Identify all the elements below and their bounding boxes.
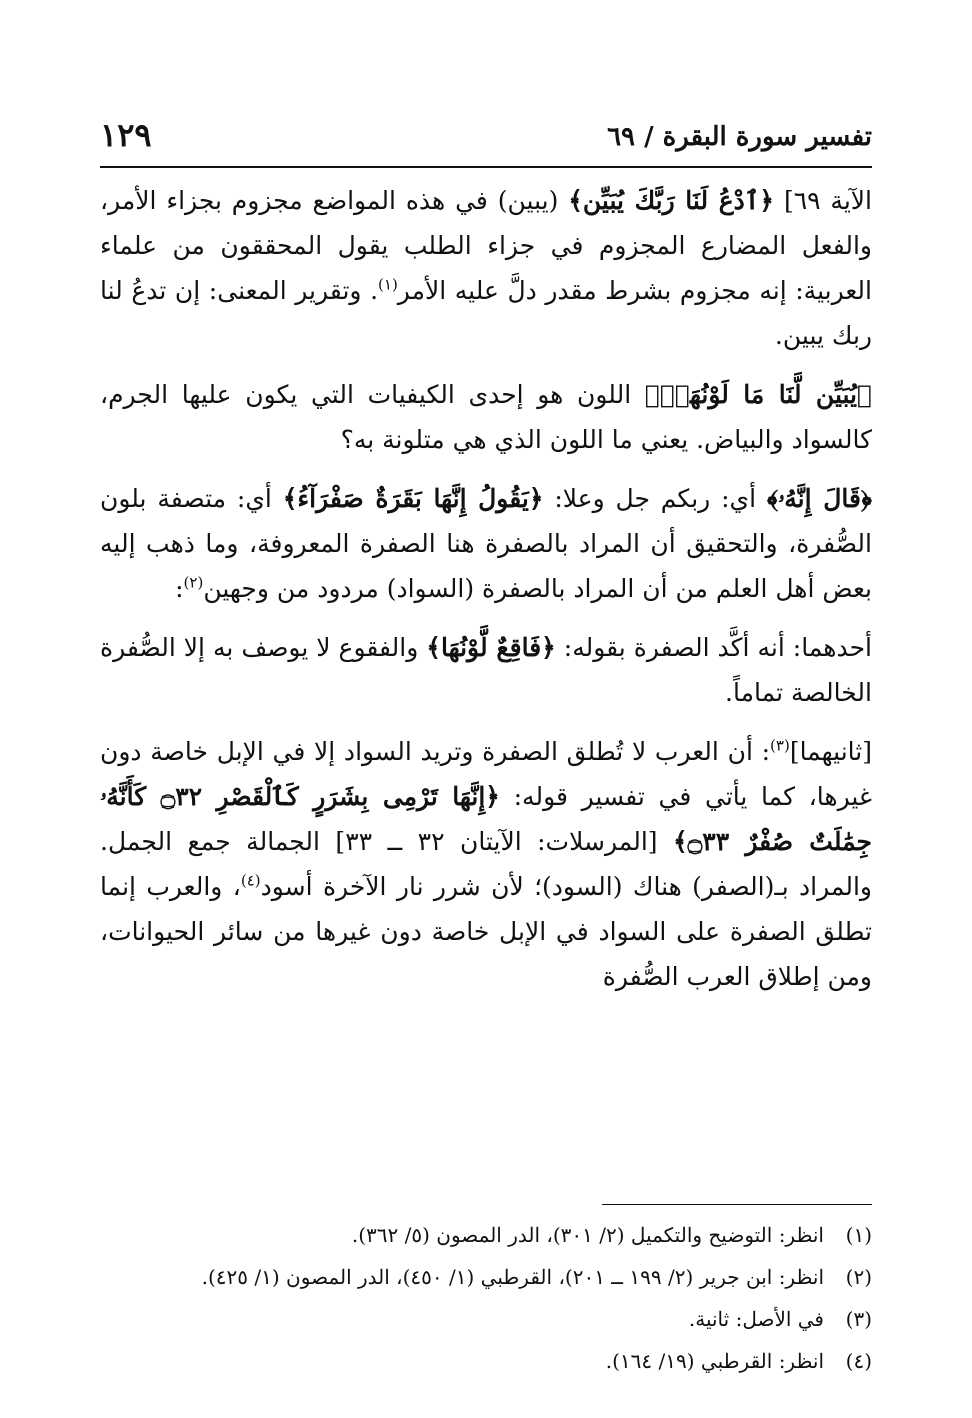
page-header [100, 112, 872, 162]
quran-quote: ﴿إِنَّهَا تَرْمِى بِشَرَرٍ كَٱلْقَصْرِ ۝٣٢ كَأَنَّهُۥ جِمَٰلَتٌ صُفْرٌ ۝٣٣﴾ [100, 782, 873, 856]
footnote-number: (٢) [845, 1265, 872, 1289]
paragraph-text: (يبين) في هذه المواضع مجزوم بجزاء الأمر، والفعل المضارع المجزوم في جزاء الطلب يقول المحققون من علماء العربية: إنه مجزوم بشرط مقدر دلَّ عليه الأمر [100, 186, 872, 305]
paragraph-2 [100, 372, 872, 462]
footnote-ref[interactable]: (٢) [183, 573, 204, 592]
paragraph-text: أي: ربكم جل وعلا: [554, 484, 757, 513]
paragraph-text: أي: متصفة بلون الصُّفرة، والتحقيق أن المراد بالصفرة هنا الصفرة المعروفة، وما ذهب إليه بعض أهل العلم من أن المراد بالصفرة (السواد) مردود من وجهين [100, 484, 872, 603]
footnote-text: انظر: ابن جرير (٢/ ١٩٩ ــ ٢٠١)، القرطبي (١/ ٤٥٠)، الدر المصون (١/ ٤٢٥). [201, 1265, 824, 1289]
footnote [100, 1340, 872, 1382]
paragraph-5 [100, 729, 872, 999]
paragraph-text: أحدهما: أنه أكَّد الصفرة بقوله: [563, 633, 872, 662]
quran-quote: ﴿يُبَيِّن لَّنَا مَا لَوْنُهَاۚ﴾ [644, 380, 872, 409]
quran-quote: ﴿ٱدْعُ لَنَا رَبَّكَ يُبَيِّن﴾ [568, 186, 775, 215]
paragraph-text: والفقوع لا يوصف به إلا الصُّفرة الخالصة تماماً. [100, 633, 872, 707]
paragraph-text: : [175, 574, 184, 603]
paragraph-text: اللون هو إحدى الكيفيات التي يكون عليها الجرم، كالسواد والبياض. يعني ما اللون الذي هي متلونة به؟ [100, 380, 872, 454]
paragraph-text: ، والعرب إنما تطلق الصفرة على السواد في الإبل خاصة دون غيرها من سائر الحيوانات، ومن إطلاق العرب الصُّفرة [100, 872, 872, 991]
footnote-text: في الأصل: ثانية. [688, 1307, 824, 1331]
header-rule [100, 166, 872, 168]
footnote [100, 1256, 872, 1298]
footnote [100, 1298, 872, 1340]
paragraph-text: [المرسلات: الآيتان ٣٢ ــ ٣٣] الجمالة جمع الجمل. والمراد بـ(الصفر) هناك (السود)؛ لأن شرر نار الآخرة أسود [100, 827, 872, 901]
quran-quote: ﴿يَقُولُ إِنَّهَا بَقَرَةٌ صَفْرَآءُ﴾ [282, 484, 544, 513]
footnote-text: انظر: التوضيح والتكميل (٢/ ٣٠١)، الدر المصون (٥/ ٣٦٢). [351, 1223, 824, 1247]
footnote-number: (٤) [845, 1349, 872, 1373]
page-number: ١٢٩ [100, 116, 152, 154]
paragraph-text: . وتقرير المعنى: إن تدعُ لنا ربك يبين. [100, 276, 872, 350]
paragraph-1 [100, 178, 872, 358]
paragraph-3 [100, 476, 872, 611]
quran-quote: ﴿فَاقِعٌ لَّوْنُهَا﴾ [426, 633, 556, 662]
quran-quote: ﴿قَالَ إِنَّهُۥ﴾ [766, 484, 872, 513]
paragraph-text: [ثانيهما] [789, 737, 872, 766]
footnotes [100, 1214, 872, 1382]
paragraph-4 [100, 625, 872, 715]
footnote-ref[interactable]: (٤) [240, 871, 261, 890]
running-title: تفسير سورة البقرة / ٦٩ [607, 122, 872, 152]
footnote-rule [602, 1204, 872, 1205]
footnote-text: انظر: القرطبي (١٩/ ١٦٤). [605, 1349, 824, 1373]
paragraph-text: : أن العرب لا تُطلق الصفرة وتريد السواد إلا في الإبل خاصة دون غيرها، كما يأتي في تفسير قوله: [100, 737, 872, 811]
footnote-ref[interactable]: (١) [378, 275, 398, 294]
footnote [100, 1214, 872, 1256]
footnote-number: (٣) [845, 1307, 872, 1331]
footnote-number: (١) [845, 1223, 872, 1247]
main-text [100, 178, 872, 1013]
verse-label: الآية ٦٩] [783, 186, 872, 215]
footnote-ref[interactable]: (٣) [770, 736, 790, 755]
